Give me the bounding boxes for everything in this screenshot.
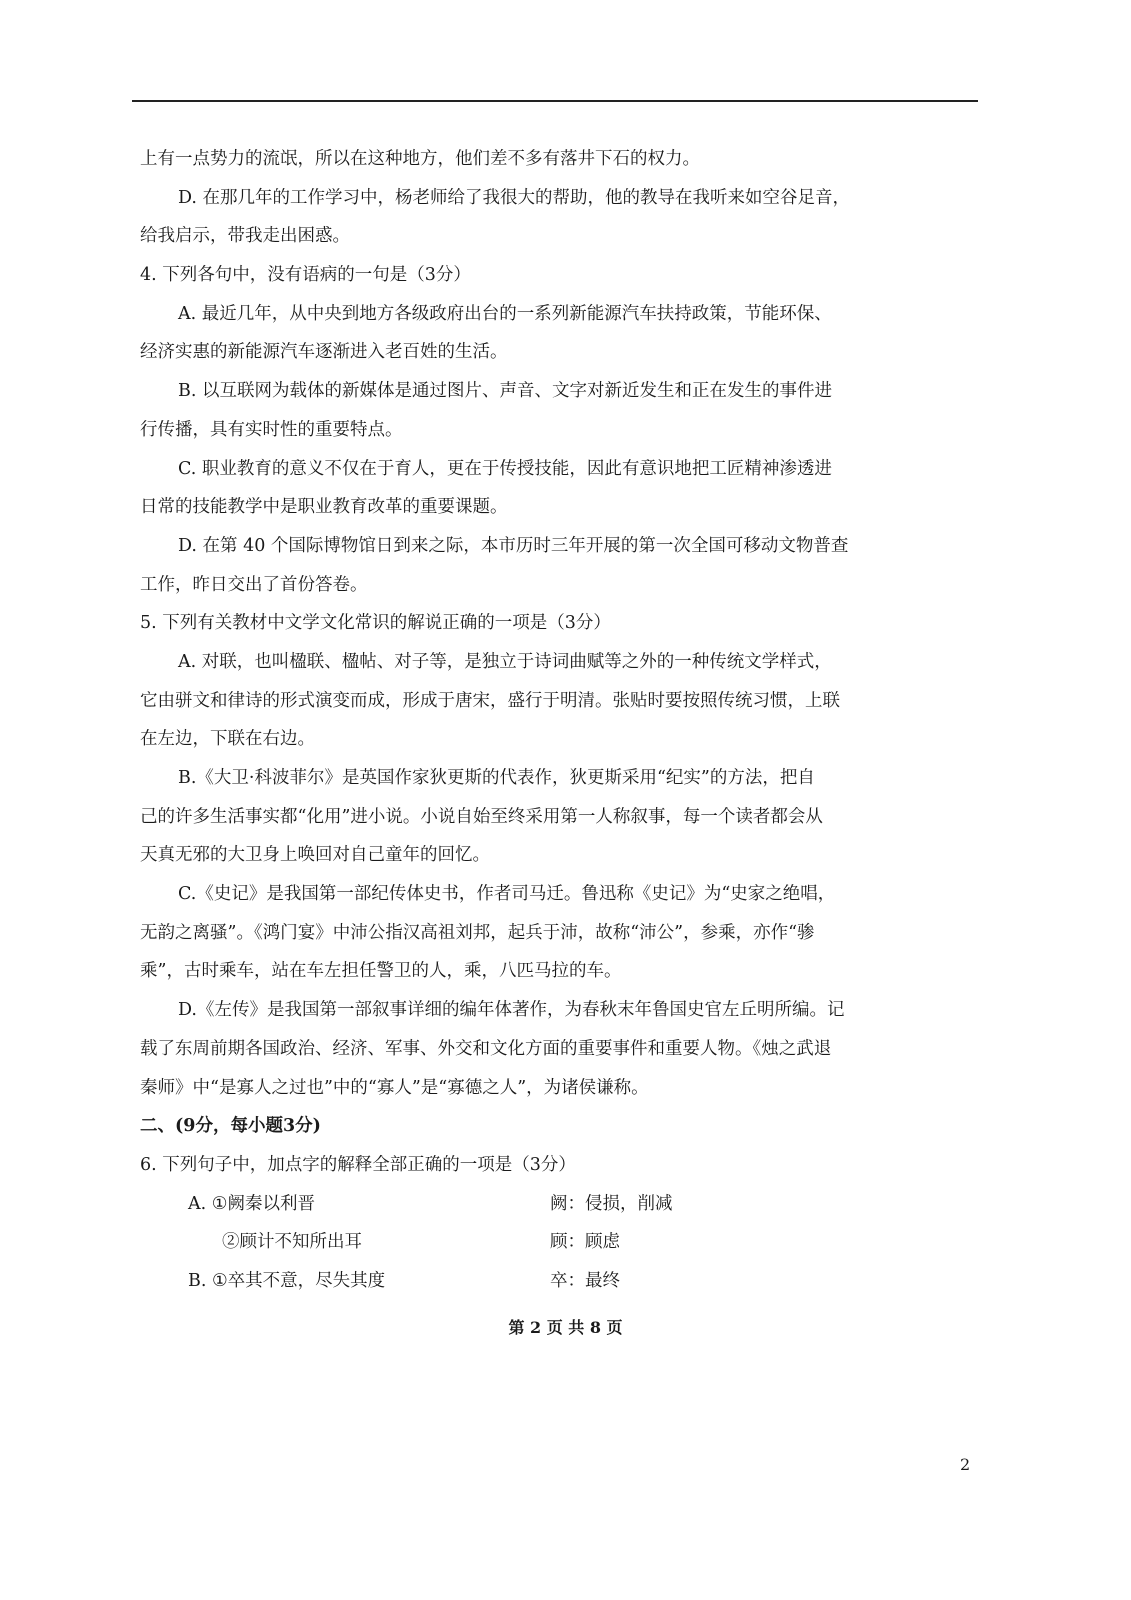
option-d: D. 在那几年的工作学习中，杨老师给了我很大的帮助，他的教导在我听来如空谷足音，: [178, 187, 851, 208]
text-line: 己的许多生活事实都“化用”进小说。小说自始至终采用第一人称叙事，每一个读者都会从: [140, 806, 823, 827]
text-line: 载了东周前期各国政治、经济、军事、外交和文化方面的重要事件和重要人物。《烛之武退: [140, 1038, 832, 1059]
table-row: [140, 1185, 930, 1224]
definition: 阙：侵损，削减: [550, 1193, 673, 1214]
question-5: 5. 下列有关教材中文学文化常识的解说正确的一项是（3分）: [140, 613, 611, 634]
text-line: 日常的技能教学中是职业教育改革的重要课题。: [140, 497, 508, 518]
sentence: A. ①阙秦以利晋: [188, 1193, 315, 1214]
table-row: [140, 1262, 930, 1301]
page-footer: 第 2 页 共 8 页: [508, 1318, 623, 1337]
section-heading: 二、(9分，每小题3分): [140, 1116, 321, 1137]
page-body: [140, 140, 930, 1301]
text-line: 乘”，古时乘车，站在车左担任警卫的人，乘，八匹马拉的车。: [140, 961, 622, 982]
text-line: 经济实惠的新能源汽车逐渐进入老百姓的生活。: [140, 342, 508, 363]
text-line: 无韵之离骚”。《鸿门宴》中沛公指汉高祖刘邦，起兵于沛，故称“沛公”，参乘，亦作“骖: [140, 922, 815, 943]
text-line: 在左边，下联在右边。: [140, 729, 315, 750]
option-d: D. 在第 40 个国际博物馆日到来之际，本市历时三年开展的第一次全国可移动文物普查: [178, 535, 849, 556]
top-rule: [132, 100, 978, 102]
text-line: 行传播，具有实时性的重要特点。: [140, 419, 403, 440]
sentence: B. ①卒其不意，尽失其度: [188, 1270, 386, 1291]
question-4: 4. 下列各句中，没有语病的一句是（3分）: [140, 265, 471, 286]
page-number: 2: [960, 1455, 971, 1474]
text-line: 工作，昨日交出了首份答卷。: [140, 574, 368, 595]
text-line: 秦师》中“是寡人之过也”中的“寡人”是“寡德之人”，为诸侯谦称。: [140, 1077, 649, 1098]
definition: 顾：顾虑: [550, 1232, 620, 1253]
text-line: 给我启示，带我走出困惑。: [140, 226, 350, 247]
option-b: B.《大卫·科波菲尔》是英国作家狄更斯的代表作，狄更斯采用“纪实”的方法，把自: [178, 768, 815, 788]
option-b: B. 以互联网为载体的新媒体是通过图片、声音、文字对新近发生和正在发生的事件进: [178, 381, 832, 402]
question-6: 6. 下列句子中，加点字的解释全部正确的一项是（3分）: [140, 1154, 576, 1175]
text-line: 它由骈文和律诗的形式演变而成，形成于唐宋，盛行于明清。张贴时要按照传统习惯，上联: [140, 690, 840, 711]
table-row: [140, 1223, 930, 1262]
option-a: A. 对联，也叫楹联、楹帖、对子等，是独立于诗词曲赋等之外的一种传统文学样式，: [178, 651, 832, 672]
text-line: 天真无邪的大卫身上唤回对自己童年的回忆。: [140, 845, 490, 866]
option-c: C.《史记》是我国第一部纪传体史书，作者司马迁。鲁迅称《史记》为“史家之绝唱，: [178, 884, 836, 905]
definition: 卒：最终: [550, 1270, 620, 1291]
option-a: A. 最近几年，从中央到地方各级政府出台的一系列新能源汽车扶持政策，节能环保、: [178, 303, 832, 324]
text-line: 上有一点势力的流氓，所以在这种地方，他们差不多有落井下石的权力。: [140, 149, 700, 169]
option-c: C. 职业教育的意义不仅在于育人，更在于传授技能，因此有意识地把工匠精神渗透进: [178, 458, 832, 479]
sentence: ②顾计不知所出耳: [222, 1232, 362, 1253]
option-d: D.《左传》是我国第一部叙事详细的编年体著作，为春秋末年鲁国史官左丘明所编。记: [178, 1000, 845, 1021]
